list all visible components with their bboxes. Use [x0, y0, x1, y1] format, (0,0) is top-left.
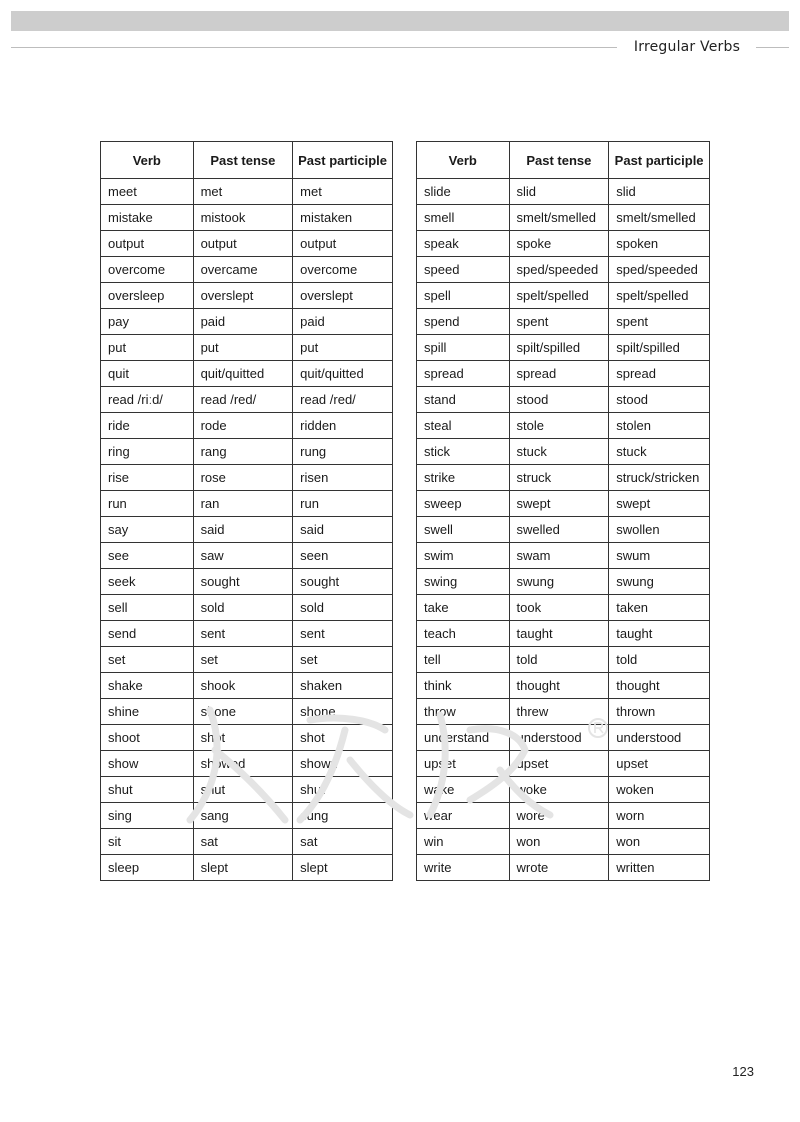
past-tense-cell: took — [509, 595, 609, 621]
verb-cell: wear — [417, 803, 510, 829]
past-participle-cell: shaken — [293, 673, 393, 699]
table-row — [417, 465, 710, 491]
verb-cell: smell — [417, 205, 510, 231]
past-tense-cell: threw — [509, 699, 609, 725]
past-tense-cell: stuck — [509, 439, 609, 465]
verb-cell: sleep — [101, 855, 194, 881]
table-row — [101, 413, 393, 439]
past-participle-cell: shut — [293, 777, 393, 803]
verb-cell: sweep — [417, 491, 510, 517]
past-participle-cell: seen — [293, 543, 393, 569]
past-participle-cell: taught — [609, 621, 710, 647]
past-tense-cell: ran — [193, 491, 293, 517]
verb-cell: meet — [101, 179, 194, 205]
verb-cell: pay — [101, 309, 194, 335]
past-participle-cell: told — [609, 647, 710, 673]
table-row — [101, 439, 393, 465]
past-tense-cell: shot — [193, 725, 293, 751]
verb-cell: tell — [417, 647, 510, 673]
past-tense-cell: swept — [509, 491, 609, 517]
past-tense-cell: set — [193, 647, 293, 673]
verb-cell: spread — [417, 361, 510, 387]
past-tense-cell: sat — [193, 829, 293, 855]
past-tense-cell: taught — [509, 621, 609, 647]
verb-cell: stand — [417, 387, 510, 413]
table-row — [101, 647, 393, 673]
past-participle-cell: sought — [293, 569, 393, 595]
past-participle-cell: understood — [609, 725, 710, 751]
table-row — [101, 699, 393, 725]
past-tense-cell: slid — [509, 179, 609, 205]
verb-cell: quit — [101, 361, 194, 387]
table-row — [417, 283, 710, 309]
verb-cell: stick — [417, 439, 510, 465]
table-row — [101, 335, 393, 361]
past-participle-cell: slid — [609, 179, 710, 205]
past-tense-cell: upset — [509, 751, 609, 777]
table-row — [417, 673, 710, 699]
page-title: Irregular Verbs — [633, 39, 741, 55]
past-tense-cell: shut — [193, 777, 293, 803]
past-participle-cell: slept — [293, 855, 393, 881]
past-participle-cell: written — [609, 855, 710, 881]
past-tense-cell: output — [193, 231, 293, 257]
past-tense-cell: sang — [193, 803, 293, 829]
verb-cell: sell — [101, 595, 194, 621]
verb-cell: throw — [417, 699, 510, 725]
past-tense-cell: shook — [193, 673, 293, 699]
past-tense-cell: sped/speeded — [509, 257, 609, 283]
verb-cell: speed — [417, 257, 510, 283]
past-tense-cell: woke — [509, 777, 609, 803]
table-row — [417, 777, 710, 803]
table-row — [101, 361, 393, 387]
past-participle-cell: sped/speeded — [609, 257, 710, 283]
verb-cell: sing — [101, 803, 194, 829]
past-participle-cell: said — [293, 517, 393, 543]
verb-cell: shut — [101, 777, 194, 803]
verb-cell: steal — [417, 413, 510, 439]
past-tense-cell: slept — [193, 855, 293, 881]
past-participle-cell: swum — [609, 543, 710, 569]
past-tense-cell: shone — [193, 699, 293, 725]
past-participle-cell: spent — [609, 309, 710, 335]
header-rule-left — [11, 47, 617, 48]
table-row — [101, 855, 393, 881]
past-participle-cell: output — [293, 231, 393, 257]
past-participle-cell: sat — [293, 829, 393, 855]
past-participle-cell: swept — [609, 491, 710, 517]
past-participle-cell: shone — [293, 699, 393, 725]
past-tense-cell: overcame — [193, 257, 293, 283]
verb-cell: teach — [417, 621, 510, 647]
table-row — [101, 569, 393, 595]
verb-cell: show — [101, 751, 194, 777]
table-row — [417, 803, 710, 829]
table-row — [417, 517, 710, 543]
past-tense-cell: spilt/spilled — [509, 335, 609, 361]
verb-cell: swell — [417, 517, 510, 543]
verb-cell: say — [101, 517, 194, 543]
past-participle-cell: worn — [609, 803, 710, 829]
past-tense-cell: spelt/spelled — [509, 283, 609, 309]
past-participle-cell: swollen — [609, 517, 710, 543]
verb-table-left — [100, 141, 393, 881]
past-participle-cell: put — [293, 335, 393, 361]
table-row — [417, 361, 710, 387]
column-header-verb: Verb — [417, 142, 510, 179]
table-row — [417, 231, 710, 257]
table-row — [101, 725, 393, 751]
header-rule-right — [756, 47, 789, 48]
table-row — [417, 569, 710, 595]
table-row — [417, 543, 710, 569]
table-row — [417, 725, 710, 751]
table-row — [101, 621, 393, 647]
past-participle-cell: ridden — [293, 413, 393, 439]
table-row — [417, 621, 710, 647]
past-tense-cell: showed — [193, 751, 293, 777]
table-row — [101, 491, 393, 517]
past-participle-cell: met — [293, 179, 393, 205]
verb-cell: ride — [101, 413, 194, 439]
past-tense-cell: sent — [193, 621, 293, 647]
past-participle-cell: quit/quitted — [293, 361, 393, 387]
table-row — [101, 803, 393, 829]
past-participle-cell: mistaken — [293, 205, 393, 231]
table-row — [417, 179, 710, 205]
past-participle-cell: won — [609, 829, 710, 855]
past-participle-cell: thought — [609, 673, 710, 699]
verb-cell: spell — [417, 283, 510, 309]
table-row — [101, 231, 393, 257]
table-row — [417, 647, 710, 673]
past-participle-cell: rung — [293, 439, 393, 465]
table-row — [417, 439, 710, 465]
past-participle-cell: spilt/spilled — [609, 335, 710, 361]
verb-cell: output — [101, 231, 194, 257]
past-tense-cell: mistook — [193, 205, 293, 231]
past-participle-cell: sent — [293, 621, 393, 647]
table-header-row — [417, 142, 710, 179]
past-tense-cell: rode — [193, 413, 293, 439]
table-header-row — [101, 142, 393, 179]
verb-cell: rise — [101, 465, 194, 491]
table-row — [417, 205, 710, 231]
past-tense-cell: wore — [509, 803, 609, 829]
past-participle-cell: woken — [609, 777, 710, 803]
verb-cell: read /riːd/ — [101, 387, 194, 413]
verb-cell: speak — [417, 231, 510, 257]
verb-cell: ring — [101, 439, 194, 465]
past-tense-cell: stood — [509, 387, 609, 413]
verb-cell: put — [101, 335, 194, 361]
verb-cell: shake — [101, 673, 194, 699]
table-row — [417, 413, 710, 439]
table-row — [101, 751, 393, 777]
verb-cell: understand — [417, 725, 510, 751]
column-header-past-participle: Past participle — [293, 142, 393, 179]
verb-cell: take — [417, 595, 510, 621]
verb-cell: mistake — [101, 205, 194, 231]
past-tense-cell: saw — [193, 543, 293, 569]
past-participle-cell: spread — [609, 361, 710, 387]
table-row — [101, 205, 393, 231]
table-row — [101, 595, 393, 621]
table-row — [101, 517, 393, 543]
past-tense-cell: swung — [509, 569, 609, 595]
past-tense-cell: spread — [509, 361, 609, 387]
table-row — [101, 283, 393, 309]
verb-cell: swim — [417, 543, 510, 569]
past-participle-cell: shown — [293, 751, 393, 777]
verb-cell: shine — [101, 699, 194, 725]
verb-cell: shoot — [101, 725, 194, 751]
column-header-past-tense: Past tense — [193, 142, 293, 179]
table-row — [101, 179, 393, 205]
verb-cell: win — [417, 829, 510, 855]
past-tense-cell: rang — [193, 439, 293, 465]
column-header-past-participle: Past participle — [609, 142, 710, 179]
past-tense-cell: overslept — [193, 283, 293, 309]
column-header-verb: Verb — [101, 142, 194, 179]
verb-cell: sit — [101, 829, 194, 855]
table-row — [101, 673, 393, 699]
past-tense-cell: swam — [509, 543, 609, 569]
past-tense-cell: quit/quitted — [193, 361, 293, 387]
past-tense-cell: read /red/ — [193, 387, 293, 413]
past-tense-cell: paid — [193, 309, 293, 335]
past-participle-cell: struck/stricken — [609, 465, 710, 491]
past-participle-cell: read /red/ — [293, 387, 393, 413]
past-participle-cell: set — [293, 647, 393, 673]
past-participle-cell: swung — [609, 569, 710, 595]
past-participle-cell: run — [293, 491, 393, 517]
past-participle-cell: overslept — [293, 283, 393, 309]
table-row — [417, 855, 710, 881]
table-row — [101, 777, 393, 803]
verb-cell: spend — [417, 309, 510, 335]
table-row — [417, 595, 710, 621]
column-header-past-tense: Past tense — [509, 142, 609, 179]
verb-cell: run — [101, 491, 194, 517]
verb-cell: swing — [417, 569, 510, 595]
past-tense-cell: sought — [193, 569, 293, 595]
verb-cell: seek — [101, 569, 194, 595]
past-participle-cell: risen — [293, 465, 393, 491]
verb-cell: send — [101, 621, 194, 647]
past-participle-cell: sold — [293, 595, 393, 621]
top-banner-bar — [11, 11, 789, 31]
past-tense-cell: told — [509, 647, 609, 673]
verb-cell: see — [101, 543, 194, 569]
table-row — [417, 257, 710, 283]
past-tense-cell: met — [193, 179, 293, 205]
past-tense-cell: wrote — [509, 855, 609, 881]
past-participle-cell: spelt/spelled — [609, 283, 710, 309]
verb-cell: set — [101, 647, 194, 673]
past-participle-cell: sung — [293, 803, 393, 829]
past-participle-cell: smelt/smelled — [609, 205, 710, 231]
past-tense-cell: smelt/smelled — [509, 205, 609, 231]
past-participle-cell: stuck — [609, 439, 710, 465]
table-row — [101, 829, 393, 855]
past-participle-cell: overcome — [293, 257, 393, 283]
past-participle-cell: shot — [293, 725, 393, 751]
table-row — [101, 543, 393, 569]
table-row — [417, 751, 710, 777]
table-row — [417, 699, 710, 725]
table-row — [417, 491, 710, 517]
past-participle-cell: stolen — [609, 413, 710, 439]
past-tense-cell: won — [509, 829, 609, 855]
table-row — [101, 387, 393, 413]
past-participle-cell: upset — [609, 751, 710, 777]
past-participle-cell: spoken — [609, 231, 710, 257]
table-row — [417, 335, 710, 361]
verb-cell: think — [417, 673, 510, 699]
table-row — [417, 387, 710, 413]
past-participle-cell: stood — [609, 387, 710, 413]
verb-cell: spill — [417, 335, 510, 361]
table-row — [101, 309, 393, 335]
verb-cell: slide — [417, 179, 510, 205]
past-tense-cell: rose — [193, 465, 293, 491]
verb-cell: strike — [417, 465, 510, 491]
verb-cell: overcome — [101, 257, 194, 283]
past-participle-cell: taken — [609, 595, 710, 621]
verb-cell: upset — [417, 751, 510, 777]
past-tense-cell: spent — [509, 309, 609, 335]
verb-cell: write — [417, 855, 510, 881]
table-row — [101, 465, 393, 491]
table-row — [417, 829, 710, 855]
table-row — [101, 257, 393, 283]
past-tense-cell: put — [193, 335, 293, 361]
past-participle-cell: paid — [293, 309, 393, 335]
past-participle-cell: thrown — [609, 699, 710, 725]
verb-table-right — [416, 141, 710, 881]
page-number: 123 — [732, 1064, 754, 1079]
past-tense-cell: sold — [193, 595, 293, 621]
past-tense-cell: swelled — [509, 517, 609, 543]
table-row — [417, 309, 710, 335]
past-tense-cell: said — [193, 517, 293, 543]
verb-cell: wake — [417, 777, 510, 803]
past-tense-cell: thought — [509, 673, 609, 699]
past-tense-cell: stole — [509, 413, 609, 439]
verb-cell: oversleep — [101, 283, 194, 309]
past-tense-cell: struck — [509, 465, 609, 491]
past-tense-cell: understood — [509, 725, 609, 751]
past-tense-cell: spoke — [509, 231, 609, 257]
